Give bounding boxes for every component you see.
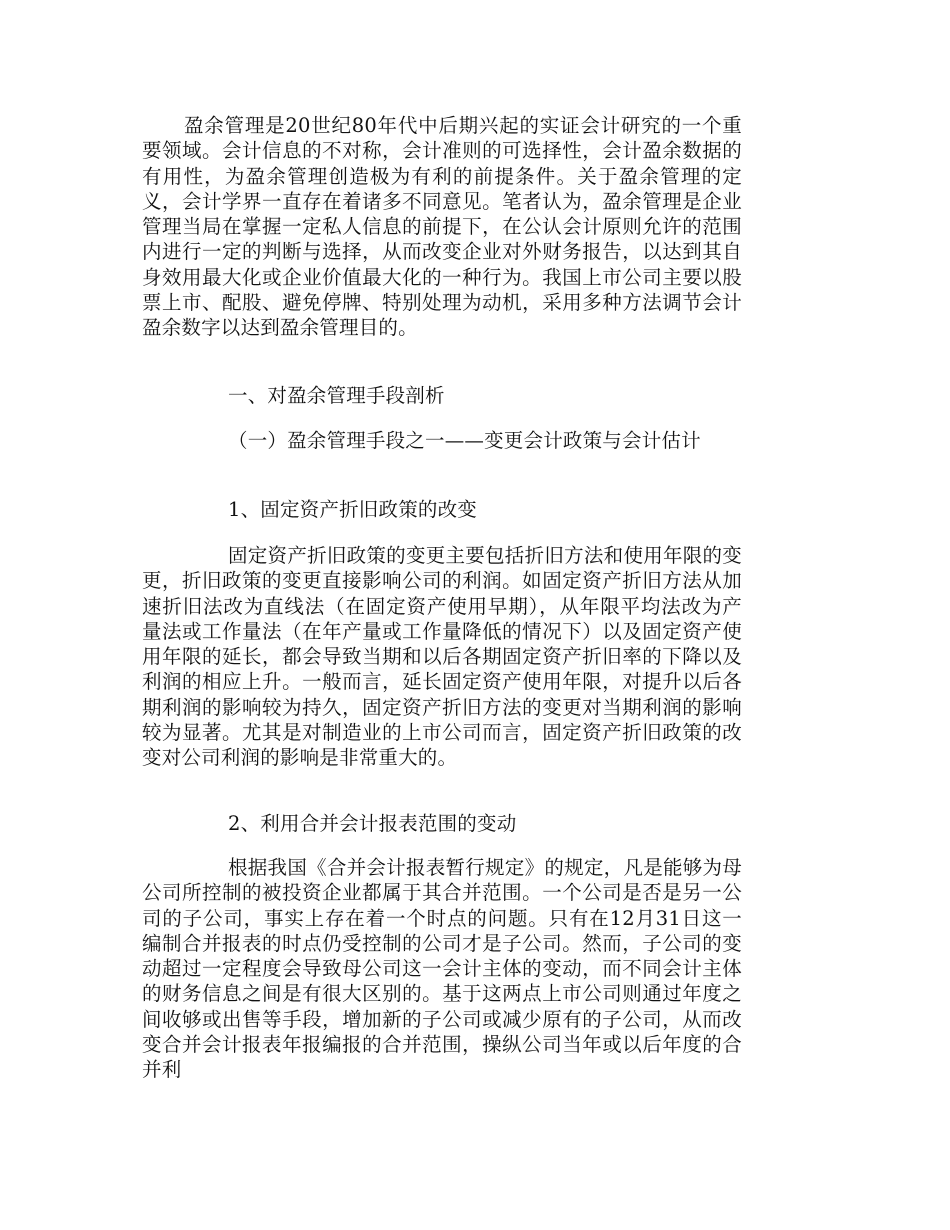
depreciation-paragraph: 固定资产折旧政策的变更主要包括折旧方法和使用年限的变更，折旧政策的变更直接影响公司的利润。如固定资产折旧方法从加速折旧法改为直线法（在固定资产使用早期），从年限平均法改为产量法或工作量法（在年产量或工作量降低的情况下）以及固定资产使用年限的延长，都会导致当期和以后各期固定资产折旧率的下降以及利润的相应上升。一般而言，延长固定资产使用年限，对提升以后各期利润的影响较为持久，固定资产折旧方法的变更对当期利润的影响较为显著。尤其是对制造业的上市公司而言，固定资产折旧政策的改变对公司利润的影响是非常重大的。 [142,544,742,770]
subsection-heading: （一）盈余管理手段之一——变更会计政策与会计估计 [228,429,701,452]
consolidation-paragraph: 根据我国《合并会计报表暂行规定》的规定，凡是能够为母公司所控制的被投资企业都属于其合并范围。一个公司是否是另一公司的子公司，事实上存在着一个时点的问题。只有在12月31日这一编制合并报表的时点仍受控制的公司才是子公司。然而，子公司的变动超过一定程度会导致母公司这一会计主体的变动，而不同会计主体的财务信息之间是有很大区别的。基于这两点上市公司则通过年度之间收够或出售等手段，增加新的子公司或减少原有的子公司，从而改变合并会计报表年报编报的合并范围，操纵公司当年或以后年度的合并利 [142,856,742,1082]
intro-paragraph: 盈余管理是20世纪80年代中后期兴起的实证会计研究的一个重要领域。会计信息的不对称，会计准则的可选择性，会计盈余数据的有用性，为盈余管理创造极为有利的前提条件。关于盈余管理的定义，会计学界一直存在着诸多不同意见。笔者认为，盈余管理是企业管理当局在掌握一定私人信息的前提下，在公认会计原则允许的范围内进行一定的判断与选择，从而改变企业对外财务报告，以达到其自身效用最大化或企业价值最大化的一种行为。我国上市公司主要以股票上市、配股、避免停牌、特别处理为动机，采用多种方法调节会计盈余数字以达到盈余管理目的。 [142,114,742,340]
item-heading-depreciation: 1、固定资产折旧政策的改变 [228,498,478,521]
item-heading-consolidation: 2、利用合并会计报表范围的变动 [228,812,517,835]
section-heading: 一、对盈余管理手段剖析 [228,384,445,407]
